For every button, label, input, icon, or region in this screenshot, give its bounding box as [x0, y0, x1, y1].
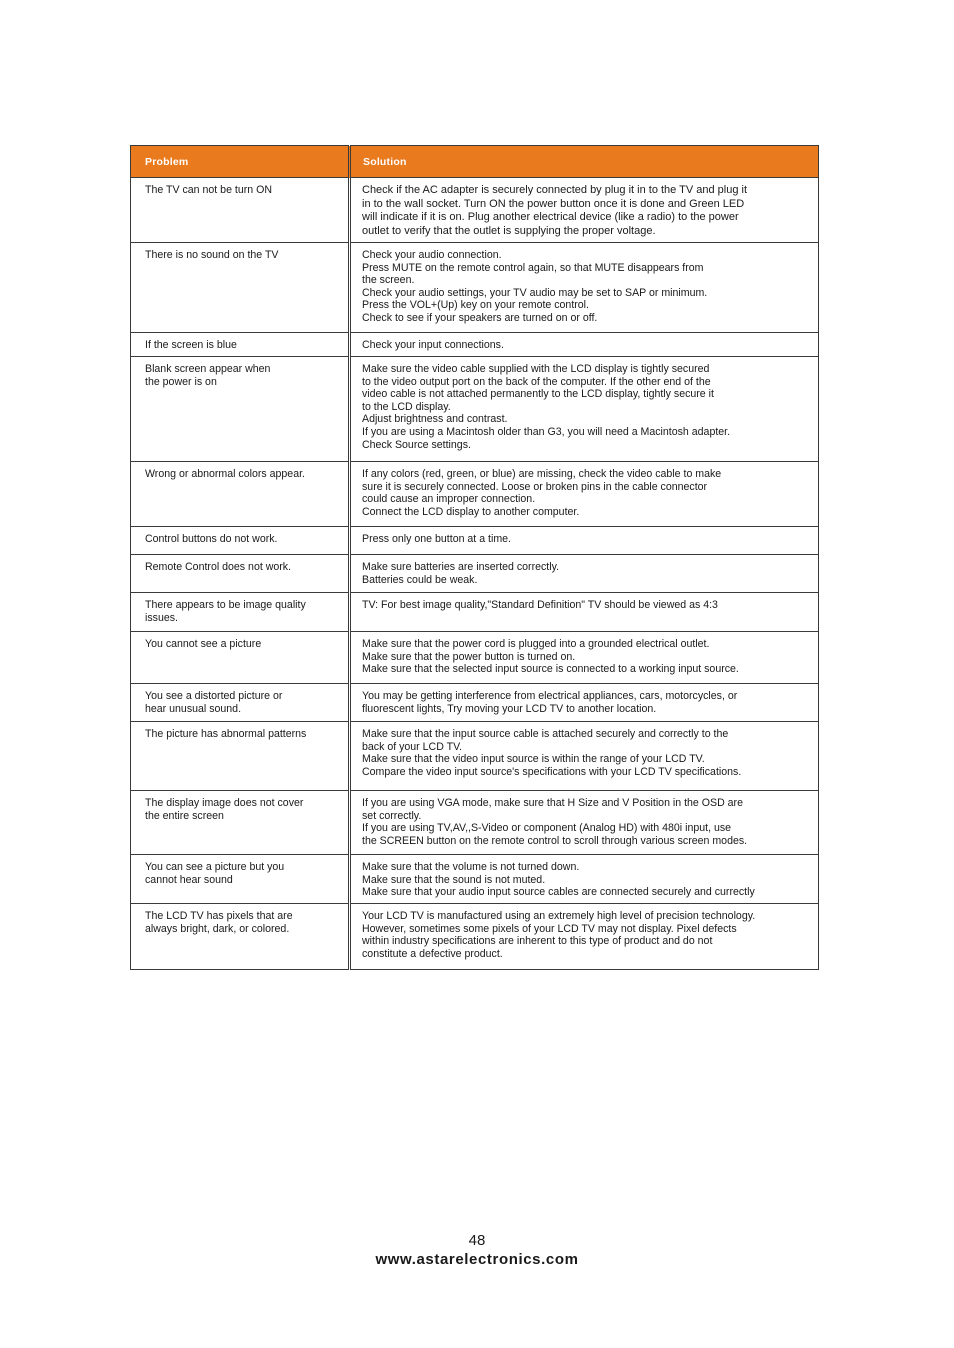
solution-line: You may be getting interference from electrical appliances, cars, motorcycles, or	[362, 690, 738, 702]
solution-line: to the LCD display.	[362, 400, 451, 413]
problem-cell	[131, 462, 350, 527]
solution-cell	[350, 178, 819, 243]
problem-line: Remote Control does not work.	[145, 561, 292, 573]
problem-line: The TV can not be turn ON	[145, 184, 272, 196]
solution-line: video cable is not attached permanently to the LCD display, tightly secure it	[362, 388, 714, 401]
problem-line: hear unusual sound.	[145, 702, 242, 715]
solution-line: Make sure that the power cord is plugged into a grounded electrical outlet.	[362, 638, 710, 650]
problem-cell	[131, 555, 350, 593]
solution-cell	[350, 904, 819, 970]
problem-line: Blank screen appear when	[145, 363, 271, 375]
solution-cell	[350, 243, 819, 333]
solution-cell	[350, 333, 819, 357]
solution-line: Connect the LCD display to another computer.	[362, 505, 580, 518]
table-row	[131, 684, 819, 722]
solution-cell	[350, 632, 819, 684]
problem-cell	[131, 333, 350, 357]
table-row	[131, 527, 819, 555]
table-row	[131, 333, 819, 357]
problem-cell	[131, 593, 350, 632]
solution-line: Press MUTE on the remote control again, so that MUTE disappears from	[362, 261, 704, 274]
solution-line: sure it is securely connected. Loose or broken pins in the cable connector	[362, 480, 708, 493]
solution-line: Make sure that the power button is turned on.	[362, 650, 576, 663]
problem-cell	[131, 684, 350, 722]
solution-line: Make sure that the selected input source is connected to a working input source.	[362, 663, 739, 676]
solution-line: back of your LCD TV.	[362, 740, 463, 753]
solution-line: Check to see if your speakers are turned on or off.	[362, 311, 598, 324]
table-row	[131, 632, 819, 684]
solution-line: Make sure that your audio input source cables are connected securely and currectly	[362, 886, 755, 899]
problem-line: You cannot see a picture	[145, 638, 262, 650]
solution-line: Check if the AC adapter is securely connected by plug it in to the TV and plug it	[362, 184, 748, 196]
solution-line: Check Source settings.	[362, 438, 471, 451]
solution-line: Press only one button at a time.	[362, 533, 511, 545]
problem-cell	[131, 855, 350, 904]
problem-line: always bright, dark, or colored.	[145, 922, 290, 935]
problem-cell	[131, 632, 350, 684]
problem-line: Control buttons do not work.	[145, 533, 278, 545]
table-row	[131, 593, 819, 632]
solution-cell	[350, 555, 819, 593]
solution-line: Check your audio connection.	[362, 249, 502, 261]
solution-line: If any colors (red, green, or blue) are missing, check the video cable to make	[362, 468, 722, 480]
troubleshooting-table	[130, 145, 819, 970]
solution-line: Your LCD TV is manufactured using an extremely high level of precision technology.	[362, 910, 756, 922]
solution-line: Adjust brightness and contrast.	[362, 413, 508, 426]
solution-line: could cause an improper connection.	[362, 493, 536, 506]
table-row	[131, 904, 819, 970]
solution-line: Make sure batteries are inserted correctly.	[362, 561, 560, 573]
problem-line: the power is on	[145, 375, 217, 388]
problem-line: There is no sound on the TV	[145, 249, 279, 261]
problem-line: The picture has abnormal patterns	[145, 728, 307, 740]
solution-line: TV: For best image quality,"Standard Definition" TV should be viewed as 4:3	[362, 599, 718, 611]
solution-cell	[350, 527, 819, 555]
problem-line: Wrong or abnormal colors appear.	[145, 468, 305, 480]
problem-cell	[131, 904, 350, 970]
solution-line: constitute a defective product.	[362, 947, 503, 960]
solution-line: Compare the video input source's specifications with your LCD TV specifications.	[362, 765, 742, 778]
solution-line: Check your input connections.	[362, 339, 504, 351]
solution-line: will indicate if it is on. Plug another electrical device (like a radio) to the power	[362, 211, 739, 223]
solution-line: outlet to verify that the outlet is supplying the proper voltage.	[362, 224, 656, 237]
table-row	[131, 791, 819, 855]
problem-line: You can see a picture but you	[145, 861, 285, 873]
table-row	[131, 462, 819, 527]
solution-line: If you are using a Macintosh older than G3, you will need a Macintosh adapter.	[362, 425, 731, 438]
problem-cell	[131, 243, 350, 333]
solution-cell	[350, 462, 819, 527]
problem-cell	[131, 527, 350, 555]
solution-line: Check your audio settings, your TV audio may be set to SAP or minimum.	[362, 286, 708, 299]
problem-cell	[131, 178, 350, 243]
solution-cell	[350, 855, 819, 904]
solution-cell	[350, 357, 819, 462]
problem-line: If the screen is blue	[145, 339, 237, 351]
solution-line: within industry specifications are inherent to this type of product and do not	[362, 935, 713, 948]
table-row	[131, 243, 819, 333]
solution-line: in to the wall socket. Turn ON the power button once it is done and Green LED	[362, 197, 745, 210]
problem-cell	[131, 722, 350, 791]
problem-cell	[131, 791, 350, 855]
solution-line: Make sure that the input source cable is attached securely and correctly to the	[362, 728, 729, 740]
solution-line: Press the VOL+(Up) key on your remote control.	[362, 299, 589, 312]
footer-url: www.astarelectronics.com	[375, 1251, 579, 1268]
solution-line: to the video output port on the back of the computer. If the other end of the	[362, 375, 711, 388]
problem-line: the entire screen	[145, 809, 224, 822]
problem-cell	[131, 357, 350, 462]
solution-line: Make sure that the video input source is within the range of your LCD TV.	[362, 753, 705, 766]
problem-line: There appears to be image quality	[145, 599, 306, 611]
solution-line: If you are using VGA mode, make sure that H Size and V Position in the OSD are	[362, 797, 743, 809]
solution-line: However, sometimes some pixels of your LCD TV may not display. Pixel defects	[362, 922, 737, 935]
solution-cell	[350, 722, 819, 791]
problem-line: The display image does not cover	[145, 797, 304, 809]
solution-line: Make sure that the volume is not turned down.	[362, 861, 580, 873]
header-problem: Problem	[131, 146, 350, 178]
solution-line: Make sure that the sound is not muted.	[362, 873, 546, 886]
table-row	[131, 178, 819, 243]
table-row	[131, 722, 819, 791]
solution-line: the screen.	[362, 274, 415, 287]
table-row	[131, 555, 819, 593]
problem-line: issues.	[145, 611, 178, 624]
table-row	[131, 357, 819, 462]
problem-line: You see a distorted picture or	[145, 690, 283, 702]
table-header-row	[131, 146, 819, 178]
solution-line: fluorescent lights, Try moving your LCD TV to another location.	[362, 702, 657, 715]
solution-cell	[350, 791, 819, 855]
solution-line: the SCREEN button on the remote control to scroll through various screen modes.	[362, 834, 748, 847]
solution-line: Make sure the video cable supplied with the LCD display is tightly secured	[362, 363, 710, 375]
table-row	[131, 855, 819, 904]
solution-cell	[350, 684, 819, 722]
solution-cell	[350, 593, 819, 632]
solution-line: If you are using TV,AV,,S-Video or component (Analog HD) with 480i input, use	[362, 822, 732, 835]
problem-line: cannot hear sound	[145, 873, 233, 886]
solution-line: set correctly.	[362, 809, 422, 822]
header-solution: Solution	[350, 146, 819, 178]
page-number: 48	[468, 1232, 486, 1249]
problem-line: The LCD TV has pixels that are	[145, 910, 293, 922]
solution-line: Batteries could be weak.	[362, 573, 478, 586]
